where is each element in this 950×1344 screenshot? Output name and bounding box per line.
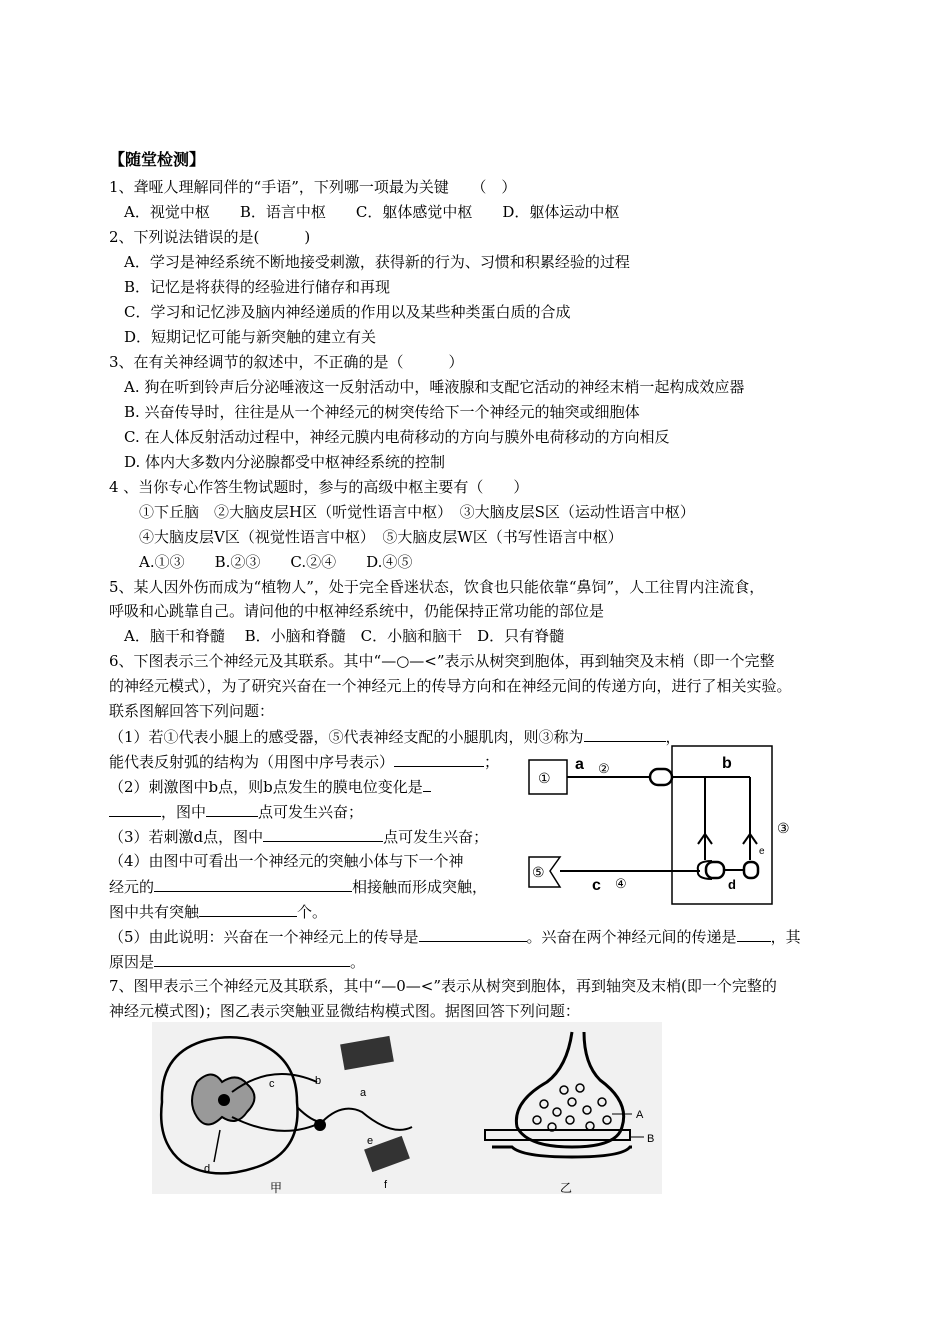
q1-options: A．视觉中枢 B．语言中枢 C．躯体感觉中枢 D．躯体运动中枢 — [109, 203, 620, 221]
q6-part4-line2 — [109, 876, 487, 897]
q6-stem-2: 的神经元模式），为了研究兴奋在一个神经元上的传导方向和在神经元间的传递方向，进行了相关实验。 — [109, 677, 792, 695]
q7-label-c: c — [269, 1078, 275, 1090]
q6-label-a: a — [575, 756, 584, 773]
q6-part5-blank-b[interactable] — [737, 926, 771, 942]
q7-ganglion — [314, 1119, 326, 1131]
q6-part5-text-a: （5）由此说明：兴奋在一个神经元上的传导是 — [109, 928, 419, 946]
q7-label-e: e — [367, 1135, 374, 1147]
q6-part5-text-end: ，其 — [770, 928, 801, 946]
q6-part4-text-c-end: 个。 — [297, 903, 328, 921]
q6-part2-line2 — [109, 801, 363, 822]
q6-synapse-2 — [706, 862, 724, 878]
q3-option-a: A. 狗在听到铃声后分泌唾液这一反射活动中，唾液腺和支配它活动的神经末梢一起构成效应器 — [109, 378, 745, 396]
q6-label-d: d — [728, 877, 736, 892]
q6-neuron-diagram — [520, 740, 810, 915]
q6-part2-line1 — [109, 776, 431, 797]
q7-stem-2: 神经元模式图)；图乙表示突触亚显微结构模式图。据图回答下列问题： — [109, 1002, 580, 1020]
q3-option-c: C. 在人体反射活动过程中，神经元膜内电荷移动的方向与膜外电荷移动的方向相反 — [109, 428, 670, 446]
q6-part5-text-b: 原因是 — [109, 953, 155, 971]
q7-label-yi: 乙 — [560, 1181, 573, 1194]
q6-part3-text: （3）若刺激d点，图中 — [109, 828, 264, 846]
q6-part2-blank-b[interactable] — [206, 801, 258, 817]
section-title: 【随堂检测】 — [109, 150, 206, 169]
q5-options: A．脑干和脊髓 B．小脑和脊髓 C．小脑和脑干 D．只有脊髓 — [109, 627, 565, 645]
q2-option-b: B．记忆是将获得的经验进行储存和再现 — [109, 278, 391, 296]
q4-stem: 4 、当你专心作答生物试题时，参与的高级中枢主要有（ ） — [109, 478, 529, 496]
q7-label-a: a — [360, 1087, 367, 1099]
q6-label-2: ② — [598, 761, 610, 776]
q7-central-neuron — [218, 1094, 230, 1106]
q2-stem: 2、下列说法错误的是( ) — [109, 228, 311, 246]
q6-part1-punct-a: ， — [665, 728, 681, 746]
q6-part1-punct-b: ； — [484, 753, 500, 771]
q7-label-jia: 甲 — [270, 1181, 283, 1194]
q7-label-B: B — [647, 1133, 655, 1145]
q6-part4-text-c: 图中共有突触 — [109, 903, 200, 921]
q6-synapse-1 — [650, 769, 672, 785]
q6-part4-line3 — [109, 901, 327, 922]
q6-part2-text-c: 点可发生兴奋； — [258, 803, 364, 821]
q6-part2-blank-a2[interactable] — [109, 801, 161, 817]
q6-part1-text-b: 能代表反射弧的结构为（用图中序号表示） — [109, 753, 395, 771]
q6-synapse-3 — [744, 862, 758, 878]
q6-part3-text-end: 点可发生兴奋； — [383, 828, 489, 846]
q3-option-d: D. 体内大多数内分泌腺都受中枢神经系统的控制 — [109, 453, 446, 471]
q6-part4-blank-c[interactable] — [199, 901, 297, 917]
q6-part5-line1 — [109, 926, 801, 947]
q2-option-c: C．学习和记忆涉及脑内神经递质的作用以及某些种类蛋白质的合成 — [109, 303, 571, 321]
q6-part5-blank-a[interactable] — [419, 926, 527, 942]
q4-items-1: ①下丘脑 ②大脑皮层H区（听觉性语言中枢） ③大脑皮层S区（运动性语言中枢） — [109, 503, 695, 521]
q6-part3-blank[interactable] — [263, 826, 383, 842]
q1-stem: 1、聋哑人理解同伴的“手语”，下列哪一项最为关键 （ ） — [109, 178, 517, 196]
q4-options: A.①③ B.②③ C.②④ D.④⑤ — [109, 553, 413, 571]
q6-part2-blank-a1[interactable] — [423, 776, 431, 792]
q5-stem-1: 5、某人因外伤而成为“植物人”，处于完全昏迷状态，饮食也只能依靠“鼻饲”，人工往胃内注流食， — [109, 578, 765, 596]
q6-part4-blank-b[interactable] — [154, 876, 352, 892]
q6-part5-text-b-end: 。 — [350, 953, 366, 971]
q6-label-4: ④ — [615, 876, 627, 891]
q6-stem-3: 联系图解回答下列问题： — [109, 702, 275, 720]
q6-part4-text-b: 经元的 — [109, 878, 155, 896]
q6-label-3: ③ — [777, 820, 790, 836]
q7-label-f: f — [384, 1179, 388, 1191]
q6-label-e: e — [759, 846, 765, 857]
q6-part1-line2 — [109, 751, 499, 772]
q2-option-d: D．短期记忆可能与新突触的建立有关 — [109, 328, 377, 346]
q6-label-b: b — [722, 755, 732, 772]
q6-stem-1: 6、下图表示三个神经元及其联系。其中“—○—<”表示从树突到胞体，再到轴突及末梢（即一个完整 — [109, 652, 775, 670]
q6-part2-text-b: ，图中 — [161, 803, 207, 821]
q6-part1-text-a: （1）若①代表小腿上的感受器，⑤代表神经支配的小腿肌肉，则③称为 — [109, 728, 584, 746]
q6-part5-blank-c[interactable] — [154, 951, 350, 967]
q6-label-c: c — [592, 877, 601, 894]
q6-part1-blank-b[interactable] — [394, 751, 484, 767]
q6-part5-line2 — [109, 951, 365, 972]
q3-option-b: B. 兴奋传导时，往往是从一个神经元的树突传给下一个神经元的轴突或细胞体 — [109, 403, 640, 421]
q6-label-1: ① — [538, 770, 551, 786]
q6-part2-text-a: （2）刺激图中b点，则b点发生的膜电位变化是 — [109, 778, 423, 796]
q6-part3-line — [109, 826, 488, 847]
q7-label-d: d — [204, 1163, 211, 1175]
q7-stem-1: 7、图甲表示三个神经元及其联系，其中“—0—<”表示从树突到胞体，再到轴突及末梢(即一个完整的 — [109, 977, 777, 995]
q6-label-5: ⑤ — [532, 864, 545, 880]
q2-option-a: A．学习是神经系统不断地接受刺激，获得新的行为、习惯和积累经验的过程 — [109, 253, 630, 271]
q7-label-b: b — [315, 1075, 322, 1087]
q7-figures — [152, 1022, 662, 1194]
q4-items-2: ④大脑皮层V区（视觉性语言中枢） ⑤大脑皮层W区（书写性语言中枢） — [109, 528, 623, 546]
q7-label-A: A — [636, 1109, 644, 1121]
q6-part4-line1: （4）由图中可看出一个神经元的突触小体与下一个神 — [109, 852, 464, 870]
q6-part5-text-mid: 。兴奋在两个神经元间的传递是 — [526, 928, 737, 946]
q5-stem-2: 呼吸和心跳靠自己。请问他的中枢神经系统中，仍能保持正常功能的部位是 — [109, 602, 605, 620]
q3-stem: 3、在有关神经调节的叙述中，不正确的是（ ） — [109, 353, 464, 371]
q6-part4-text-b-end: 相接触而形成突触， — [352, 878, 488, 896]
